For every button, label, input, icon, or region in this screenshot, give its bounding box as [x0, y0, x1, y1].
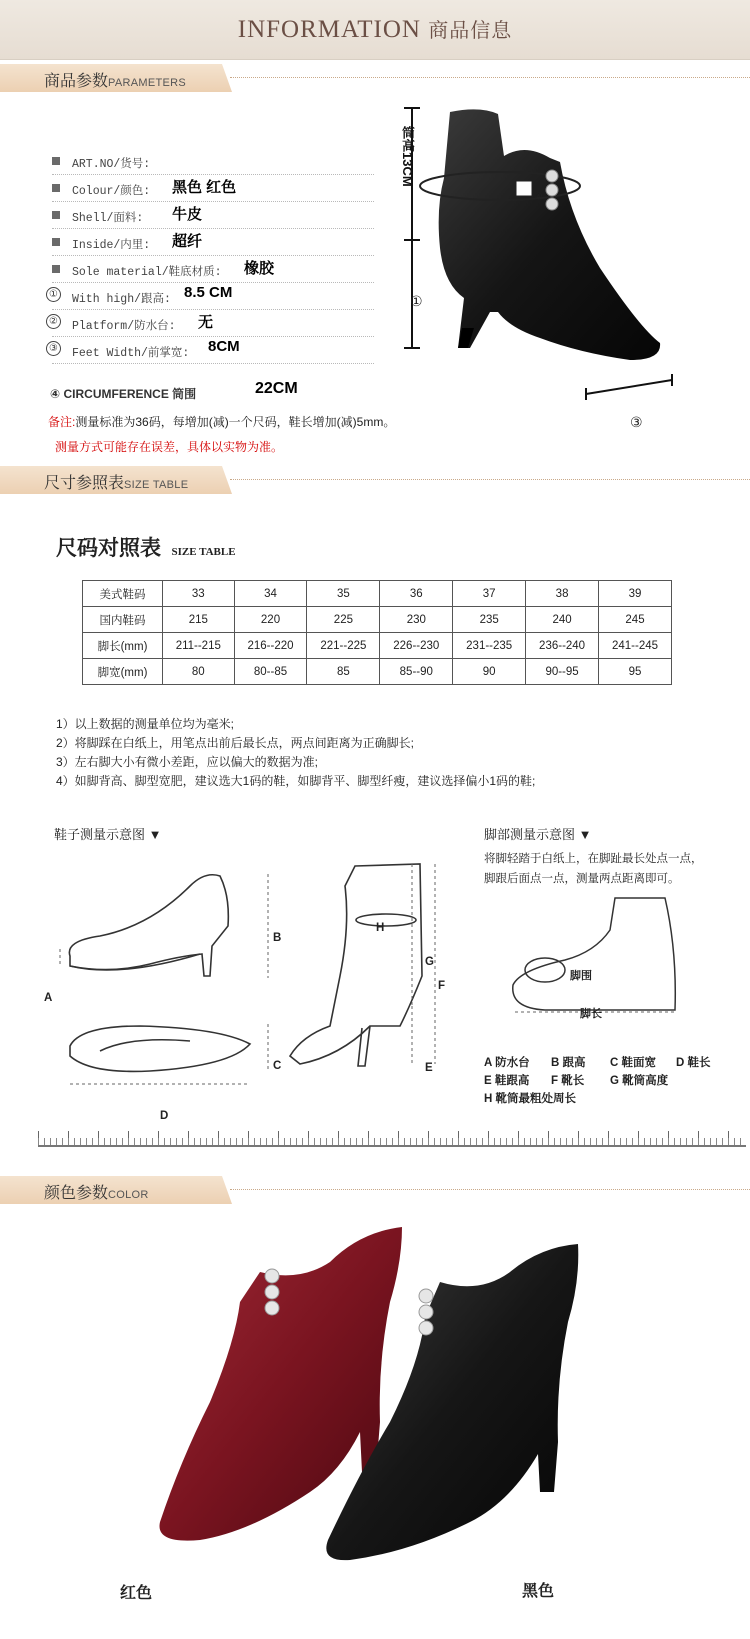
table-cell: 240	[526, 607, 599, 633]
row-header: 美式鞋码	[83, 581, 163, 607]
table-cell: 230	[380, 607, 453, 633]
shaft-height-label: 筒高13CM	[400, 126, 415, 187]
circled-number: ②	[46, 314, 61, 329]
tip-1: 1）以上数据的测量单位均为毫米;	[56, 717, 235, 731]
param-row-heel-height	[49, 283, 374, 310]
param-row-sole	[52, 256, 374, 283]
table-cell: 85--90	[380, 659, 453, 685]
table-cell: 216--220	[234, 633, 307, 659]
row-header: 脚宽(mm)	[83, 659, 163, 685]
bullet-icon	[52, 184, 60, 192]
letter-g: G	[425, 956, 434, 968]
foot-desc-2: 脚跟后面点一点，测量两点距离即可。	[484, 873, 680, 885]
letter-f: F	[438, 980, 446, 992]
table-cell: 90--95	[526, 659, 599, 685]
legend-a: A 防水台	[484, 1057, 530, 1069]
param-circumference-value: 22CM	[255, 380, 298, 397]
legend-f: F 靴长	[551, 1075, 585, 1087]
table-row	[83, 607, 672, 633]
circled-number: ①	[46, 287, 61, 302]
red-color-label: 红色	[120, 1585, 153, 1602]
marker-4: ④	[534, 192, 543, 203]
table-cell: 241--245	[599, 633, 672, 659]
table-cell: 245	[599, 607, 672, 633]
note-line-1	[48, 413, 395, 430]
table-cell: 226--230	[380, 633, 453, 659]
param-key: Inside/内里:	[72, 239, 151, 252]
param-key: Sole material/鞋底材质:	[72, 266, 222, 279]
param-value: 超纤	[172, 233, 203, 250]
table-cell: 35	[307, 581, 380, 607]
letter-a: A	[44, 992, 53, 1004]
legend-h: H 靴筒最粗处周长	[484, 1093, 576, 1105]
table-cell: 85	[307, 659, 380, 685]
color-boots-image	[140, 1222, 600, 1562]
param-row-art-no	[52, 148, 374, 175]
legend-b: B 跟高	[551, 1057, 586, 1069]
letter-h: H	[376, 922, 385, 934]
table-cell: 95	[599, 659, 672, 685]
param-value: 无	[198, 314, 214, 331]
letter-e: E	[425, 1062, 433, 1074]
shoe-diagram-title: 鞋子测量示意图 ▼	[54, 827, 162, 842]
legend-e: E 鞋跟高	[484, 1075, 530, 1087]
boot-measure-image	[400, 98, 730, 428]
param-row-colour	[52, 175, 374, 202]
foot-desc-1: 将脚轻踏于白纸上，在脚趾最长处点一点，	[484, 853, 703, 865]
section-cn: 商品参数	[44, 73, 109, 90]
table-cell: 37	[453, 581, 526, 607]
table-row	[83, 659, 672, 685]
param-value: 橡胶	[244, 260, 275, 277]
table-cell: 215	[163, 607, 235, 633]
section-cn: 尺寸参照表	[44, 475, 125, 492]
table-cell: 38	[526, 581, 599, 607]
size-chart-title-en: SIZE TABLE	[171, 546, 236, 558]
bullet-icon	[52, 211, 60, 219]
table-cell: 220	[234, 607, 307, 633]
tip-2: 2）将脚踩在白纸上，用笔点出前后最长点，两点间距离为正确脚长;	[56, 736, 415, 750]
param-value: 8CM	[208, 338, 240, 355]
foot-diagram-title: 脚部测量示意图 ▼	[484, 827, 592, 842]
legend-c: C 鞋面宽	[610, 1057, 656, 1069]
note-line-2: 测量方式可能存在误差，具体以实物为准。	[55, 440, 284, 454]
title-cn: 商品信息	[428, 18, 513, 42]
param-key: ART.NO/货号:	[72, 158, 151, 171]
title-en: INFORMATION	[237, 16, 421, 43]
param-key: With high/跟高:	[72, 293, 171, 306]
section-cn: 颜色参数	[44, 1185, 109, 1202]
section-header-size-table	[0, 466, 750, 494]
foot-len-label: 脚长	[580, 1008, 602, 1020]
tip-3: 3）左右脚大小有微小差距，应以偏大的数据为准;	[56, 755, 319, 769]
param-row-platform	[49, 310, 374, 337]
param-value: 牛皮	[172, 206, 203, 223]
foot-measure-diagram	[505, 890, 695, 1020]
table-cell: 39	[599, 581, 672, 607]
table-cell: 36	[380, 581, 453, 607]
table-cell: 33	[163, 581, 235, 607]
table-row	[83, 581, 672, 607]
section-en: PARAMETERS	[108, 77, 186, 89]
param-key: Shell/面料:	[72, 212, 144, 225]
shoe-measure-diagram	[40, 846, 460, 1126]
note-label: 备注:	[48, 415, 76, 429]
section-header-color	[0, 1176, 750, 1204]
note-text: 测量标准为36码，每增加(减)一个尺码，鞋长增加(减)5mm。	[75, 415, 396, 429]
letter-b: B	[273, 932, 282, 944]
size-chart-title	[56, 532, 236, 562]
legend-d: D 鞋长	[676, 1057, 711, 1069]
marker-1: ①	[410, 293, 423, 309]
row-header: 脚长(mm)	[83, 633, 163, 659]
table-cell: 90	[453, 659, 526, 685]
table-cell: 34	[234, 581, 307, 607]
param-row-inside	[52, 229, 374, 256]
section-en: SIZE TABLE	[124, 479, 189, 491]
param-key: Platform/防水台:	[72, 320, 176, 333]
size-chart-title-cn: 尺码对照表	[56, 535, 161, 560]
table-cell: 80	[163, 659, 235, 685]
ruler-divider	[38, 1131, 746, 1147]
marker-3: ③	[630, 414, 643, 430]
table-cell: 236--240	[526, 633, 599, 659]
table-cell: 211--215	[163, 633, 235, 659]
bullet-icon	[52, 238, 60, 246]
tip-4: 4）如脚背高、脚型宽肥，建议选大1码的鞋，如脚背平、脚型纤瘦，建议选择偏小1码的鞋;	[56, 774, 536, 788]
param-key: Feet Width/前掌宽:	[72, 347, 190, 360]
letter-d: D	[160, 1110, 169, 1122]
bullet-icon	[52, 157, 60, 165]
table-cell: 80--85	[234, 659, 307, 685]
row-header: 国内鞋码	[83, 607, 163, 633]
param-value: 8.5 CM	[184, 284, 233, 301]
bullet-icon	[52, 265, 60, 273]
param-row-feet-width	[49, 337, 374, 364]
section-header-parameters	[0, 64, 750, 92]
table-cell: 221--225	[307, 633, 380, 659]
size-table	[82, 580, 672, 685]
foot-circ-label: 脚围	[570, 970, 592, 982]
table-row	[83, 633, 672, 659]
param-value: 黑色 红色	[172, 179, 237, 196]
table-cell: 231--235	[453, 633, 526, 659]
page-title	[0, 14, 750, 44]
param-circumference-label: ④ CIRCUMFERENCE 筒围	[50, 387, 197, 401]
param-row-shell	[52, 202, 374, 229]
param-key: Colour/颜色:	[72, 185, 151, 198]
table-cell: 235	[453, 607, 526, 633]
letter-c: C	[273, 1060, 282, 1072]
black-color-label: 黑色	[522, 1583, 555, 1600]
circled-number: ③	[46, 341, 61, 356]
table-cell: 225	[307, 607, 380, 633]
legend-g: G 靴筒高度	[610, 1075, 669, 1087]
top-header-bar	[0, 0, 750, 60]
section-en: COLOR	[108, 1189, 149, 1201]
